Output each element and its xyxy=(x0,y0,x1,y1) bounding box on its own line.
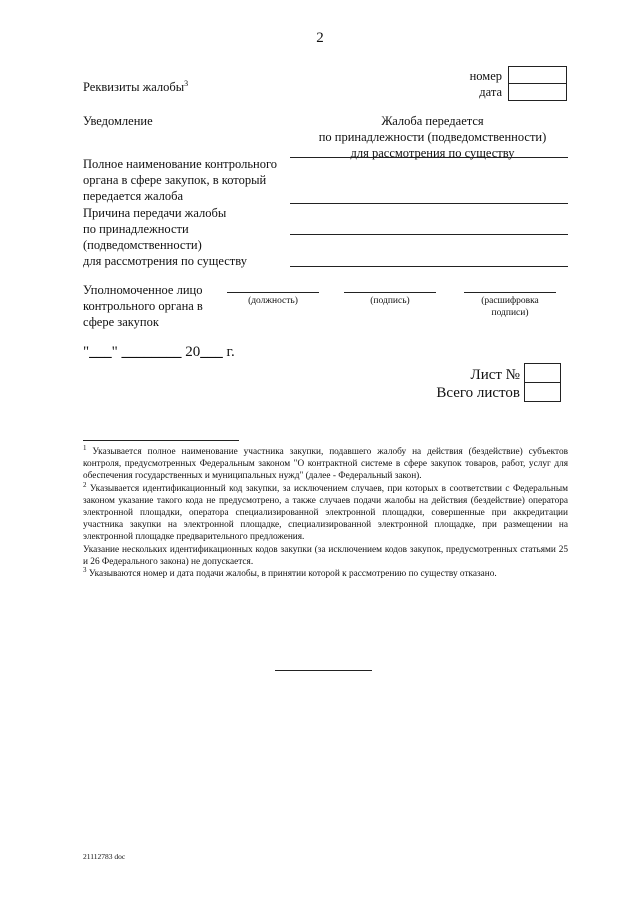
footnote xyxy=(83,544,568,568)
total-sheets-field[interactable] xyxy=(524,382,561,402)
date-day-blank[interactable]: ___ xyxy=(89,344,112,360)
end-of-form-rule xyxy=(275,670,372,671)
notice-title-line: для рассмотрения по существу xyxy=(350,146,515,160)
footnote-text: Указывается идентификационный код закупки, за исключением случаев, при которых в соответствии с Федеральным законом указание такого кода не предусмотрено, а также случаев подачи жалобы на действия (бездействие) оператора электронной площадки, оператора специализированной электронной площадки, совершенные при аккредитации участника закупки на электронной площадке, специализированной электронной площадке, при размещении на электронной площадке предварительного предложения. xyxy=(83,483,568,543)
authority-label-line: Полное наименование контрольного xyxy=(83,157,278,171)
reason-label-line: по принадлежности xyxy=(83,222,189,236)
requisites-footnote-mark: 3 xyxy=(184,79,189,88)
signature-field[interactable] xyxy=(344,292,436,293)
date-year-prefix: 20 xyxy=(185,344,201,360)
date-label: дата xyxy=(479,85,502,99)
footnote xyxy=(83,443,568,483)
number-field[interactable] xyxy=(508,66,567,84)
date-field[interactable] xyxy=(508,83,567,101)
decoding-field[interactable] xyxy=(464,292,556,293)
date-year-blank[interactable]: ___ xyxy=(200,344,223,360)
footnote-text: Указываются номер и дата подачи жалобы, в принятии которой к рассмотрению по существу отказано. xyxy=(88,569,497,580)
footnote-mark: 1 xyxy=(83,443,87,452)
notice-rule xyxy=(290,157,568,158)
authorized-person-label xyxy=(83,282,203,330)
reason-label-line: для рассмотрения по существу xyxy=(83,254,247,268)
footnote xyxy=(83,565,568,580)
total-sheets-label: Всего листов xyxy=(436,385,520,401)
footnote-text: Указание нескольких идентификационных кодов закупки (за исключением кодов закупок, предусмотренных статьями 25 и 26 Федерального закона) не допускается. xyxy=(83,544,568,567)
footnote-separator xyxy=(83,440,239,441)
footnote-text: Указывается полное наименование участника закупки, подавшего жалобу на действия (бездействие) субъектов контроля, предусмотренных Федеральным законом "О контрактной системе в сфере закупок товаров, работ, услуг для обеспечения государственных и муниципальных нужд" (далее - Федеральный закон). xyxy=(83,447,568,482)
decoding-caption-line: подписи) xyxy=(491,308,529,318)
authority-label xyxy=(83,156,277,204)
decoding-caption xyxy=(455,295,565,319)
footnotes xyxy=(83,443,568,580)
decoding-caption-line: (расшифровка xyxy=(481,296,539,306)
sheet-number-label: Лист № xyxy=(470,367,520,383)
notice-title-line: Жалоба передается xyxy=(381,114,484,128)
footnote xyxy=(83,480,568,544)
reason-label-line: (подведомственности) xyxy=(83,238,202,252)
notice-label: Уведомление xyxy=(83,114,153,128)
date-quote-open: " xyxy=(83,344,90,360)
date-line xyxy=(83,344,235,361)
date-quote-close: " xyxy=(111,344,118,360)
authorized-person-line: контрольного органа в xyxy=(83,299,203,313)
footnote-mark: 2 xyxy=(83,480,87,489)
notice-title xyxy=(290,113,575,161)
sheet-number-field[interactable] xyxy=(524,363,561,383)
position-caption: (должность) xyxy=(248,296,298,306)
authority-field[interactable] xyxy=(290,203,568,204)
document-code: 21112783 doc xyxy=(83,852,126,861)
reason-field-line-1[interactable] xyxy=(290,234,568,235)
number-label: номер xyxy=(469,69,502,83)
requisites-label-text: Реквизиты жалобы xyxy=(83,80,185,95)
authority-label-line: передается жалоба xyxy=(83,189,184,203)
reason-label-line: Причина передачи жалобы xyxy=(83,206,227,220)
position-field[interactable] xyxy=(227,292,319,293)
requisites-label xyxy=(83,76,188,95)
authorized-person-line: сфере закупок xyxy=(83,315,159,329)
notice-title-line: по принадлежности (подведомственности) xyxy=(318,130,547,144)
authority-label-line: органа в сфере закупок, в который xyxy=(83,173,267,187)
page-number: 2 xyxy=(316,30,324,46)
reason-field-line-2[interactable] xyxy=(290,266,568,267)
footnote-mark: 3 xyxy=(83,565,87,574)
date-month-blank[interactable]: ________ xyxy=(121,344,182,360)
date-suffix: г. xyxy=(226,344,235,360)
signature-caption: (подпись) xyxy=(370,296,410,306)
authorized-person-line: Уполномоченное лицо xyxy=(83,283,203,297)
reason-label xyxy=(83,205,247,269)
